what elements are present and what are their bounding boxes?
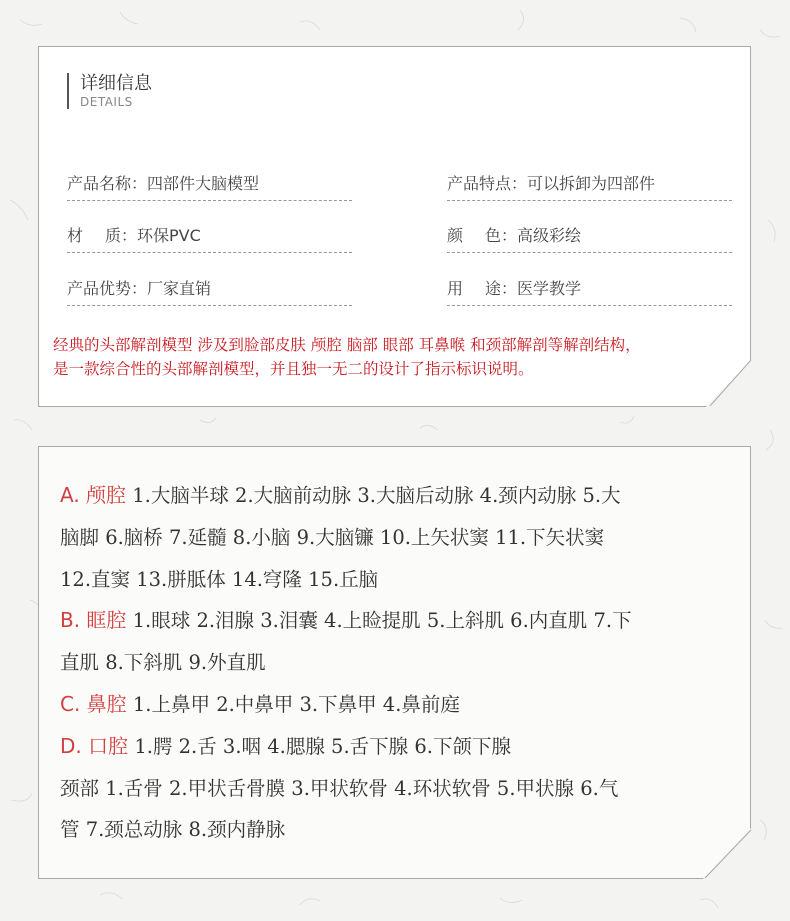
spec-label: 材 质：: [67, 226, 137, 245]
spec-label: 产品优势：: [67, 279, 148, 298]
spec-usage: [447, 277, 732, 306]
parts-line: 脑脚 6.脑桥 7.延髓 8.小脑 9.大脑镰 10.上矢状窦 11.下矢状窦: [60, 525, 605, 549]
section-title-nasal: C. 鼻腔: [60, 691, 127, 716]
spec-advantage: [67, 277, 352, 306]
spec-label: 用 途：: [447, 279, 517, 298]
spec-label: 产品名称：: [67, 174, 148, 193]
spec-value: 高级彩绘: [517, 226, 582, 245]
spec-product-feature: [447, 172, 732, 201]
description-line: 经典的头部解剖模型 涉及到脸部皮肤 颅腔 脑部 眼部 耳鼻喉 和颈部解剖等解剖结构，: [53, 336, 641, 354]
section-title-oral: D. 口腔: [60, 733, 129, 758]
spec-label: 颜 色：: [447, 226, 517, 245]
spec-value: 厂家直销: [147, 279, 212, 298]
spec-product-name: [67, 172, 352, 201]
spec-value: 环保PVC: [137, 226, 201, 245]
details-title: 详细信息: [80, 73, 152, 94]
parts-line: C. 鼻腔 1.上鼻甲 2.中鼻甲 3.下鼻甲 4.鼻前庭: [60, 691, 460, 716]
spec-material: [67, 224, 352, 253]
parts-line: 颈部 1.舌骨 2.甲状舌骨膜 3.甲状软骨 4.环状软骨 5.甲状腺 6.气: [60, 776, 619, 800]
section-title-cranial: A. 颅腔: [60, 483, 127, 507]
parts-line: B. 眶腔 1.眼球 2.泪腺 3.泪囊 4.上睑提肌 5.上斜肌 6.内直肌 7.下: [60, 608, 632, 633]
spec-value: 四部件大脑模型: [147, 174, 260, 193]
spec-color: [447, 224, 732, 253]
parts-line: 12.直窦 13.胼胝体 14.穹隆 15.丘脑: [60, 567, 379, 591]
details-subtitle: DETAILS: [80, 95, 133, 109]
spec-value: 可以拆卸为四部件: [527, 174, 656, 193]
spec-value: 医学教学: [517, 279, 582, 298]
section-title-orbital: B. 眶腔: [60, 608, 127, 633]
description-line: 是一款综合性的头部解剖模型，并且独一无二的设计了指示标识说明。: [53, 360, 534, 378]
parts-line: D. 口腔 1.腭 2.舌 3.咽 4.腮腺 5.舌下腺 6.下颌下腺: [60, 733, 511, 758]
details-heading: [67, 73, 152, 109]
parts-list: [60, 475, 750, 851]
spec-label: 产品特点：: [447, 174, 528, 193]
product-description: [53, 333, 743, 381]
parts-line: 直肌 8.下斜肌 9.外直肌: [60, 651, 266, 675]
parts-line: 管 7.颈总动脉 8.颈内静脉: [60, 818, 286, 842]
parts-line: A. 颅腔 1.大脑半球 2.大脑前动脉 3.大脑后动脉 4.颈内动脉 5.大: [60, 483, 621, 507]
